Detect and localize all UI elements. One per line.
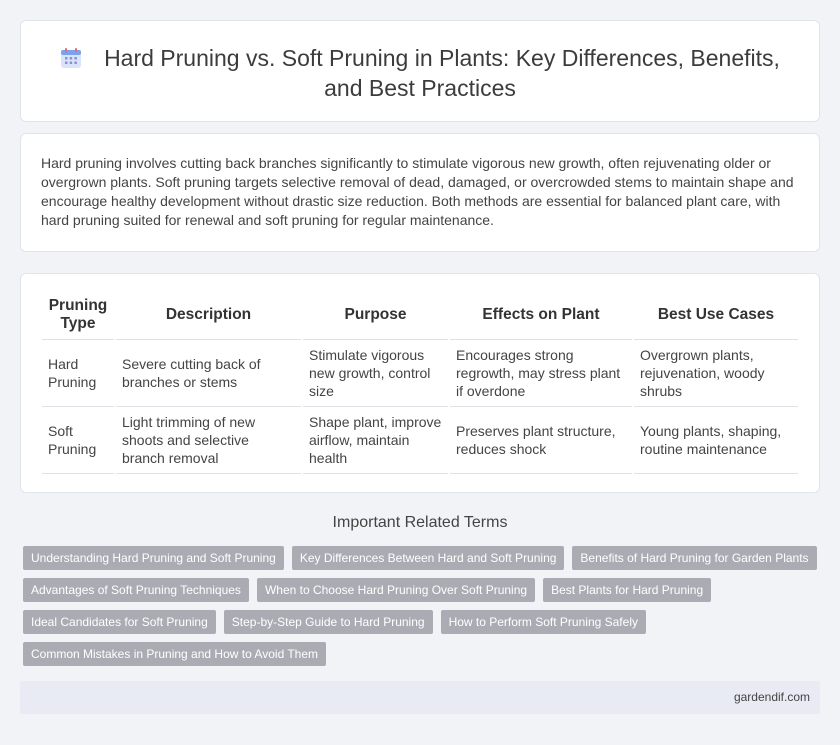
table-header-row xyxy=(42,291,798,340)
related-term-tag[interactable]: Step-by-Step Guide to Hard Pruning xyxy=(224,610,433,634)
table-cell: Young plants, shaping, routine maintenance xyxy=(633,407,798,474)
related-term-tag[interactable]: Advantages of Soft Pruning Techniques xyxy=(23,578,249,602)
comparison-table xyxy=(42,291,798,474)
table-header-cell: Description xyxy=(115,291,302,340)
table-cell: Light trimming of new shoots and selective branch removal xyxy=(115,407,302,474)
title-card xyxy=(20,20,820,122)
related-term-tag[interactable]: Ideal Candidates for Soft Pruning xyxy=(23,610,216,634)
footer-site-link[interactable]: gardendif.com xyxy=(733,690,810,704)
related-term-tag[interactable]: Common Mistakes in Pruning and How to Avoid Them xyxy=(23,642,326,666)
table-cell: Preserves plant structure, reduces shock xyxy=(449,407,633,474)
related-terms-title: Important Related Terms xyxy=(332,514,508,531)
table-cell: Encourages strong regrowth, may stress plant if overdone xyxy=(449,340,633,407)
table-header-cell: Effects on Plant xyxy=(449,291,633,340)
comparison-table-card xyxy=(20,273,820,493)
table-cell: Soft Pruning xyxy=(42,407,115,474)
table-cell: Severe cutting back of branches or stems xyxy=(115,340,302,407)
page-title xyxy=(21,43,819,103)
table-header-cell: Purpose xyxy=(302,291,449,340)
table-cell: Hard Pruning xyxy=(42,340,115,407)
table-cell: Overgrown plants, rejuvenation, woody shrubs xyxy=(633,340,798,407)
related-terms-list xyxy=(23,546,823,666)
table-cell: Stimulate vigorous new growth, control size xyxy=(302,340,449,407)
page-title-text: Hard Pruning vs. Soft Pruning in Plants: Key Differences, Benefits, and Best Practices xyxy=(104,45,780,101)
table-header-cell: Pruning Type xyxy=(42,291,115,340)
related-term-tag[interactable]: How to Perform Soft Pruning Safely xyxy=(441,610,646,634)
intro-paragraph: Hard pruning involves cutting back branches significantly to stimulate vigorous new growth, often rejuvenating older or overgrown plants. Soft pruning targets selective removal of dead, damaged, or overcrowded stems to maintain shape and encourage healthy development without drastic size reduction. Both methods are essential for balanced plant care, with hard pruning suited for renewal and soft pruning for regular maintenance. xyxy=(41,155,794,228)
table-row xyxy=(42,340,798,407)
table-header-cell: Best Use Cases xyxy=(633,291,798,340)
table-row xyxy=(42,407,798,474)
related-term-tag[interactable]: Understanding Hard Pruning and Soft Pruning xyxy=(23,546,284,570)
calendar-icon xyxy=(60,47,82,69)
related-term-tag[interactable]: Best Plants for Hard Pruning xyxy=(543,578,711,602)
related-term-tag[interactable]: When to Choose Hard Pruning Over Soft Pruning xyxy=(257,578,535,602)
footer xyxy=(20,681,820,714)
related-term-tag[interactable]: Benefits of Hard Pruning for Garden Plants xyxy=(572,546,816,570)
table-cell: Shape plant, improve airflow, maintain health xyxy=(302,407,449,474)
related-term-tag[interactable]: Key Differences Between Hard and Soft Pruning xyxy=(292,546,565,570)
intro-card xyxy=(20,133,820,252)
